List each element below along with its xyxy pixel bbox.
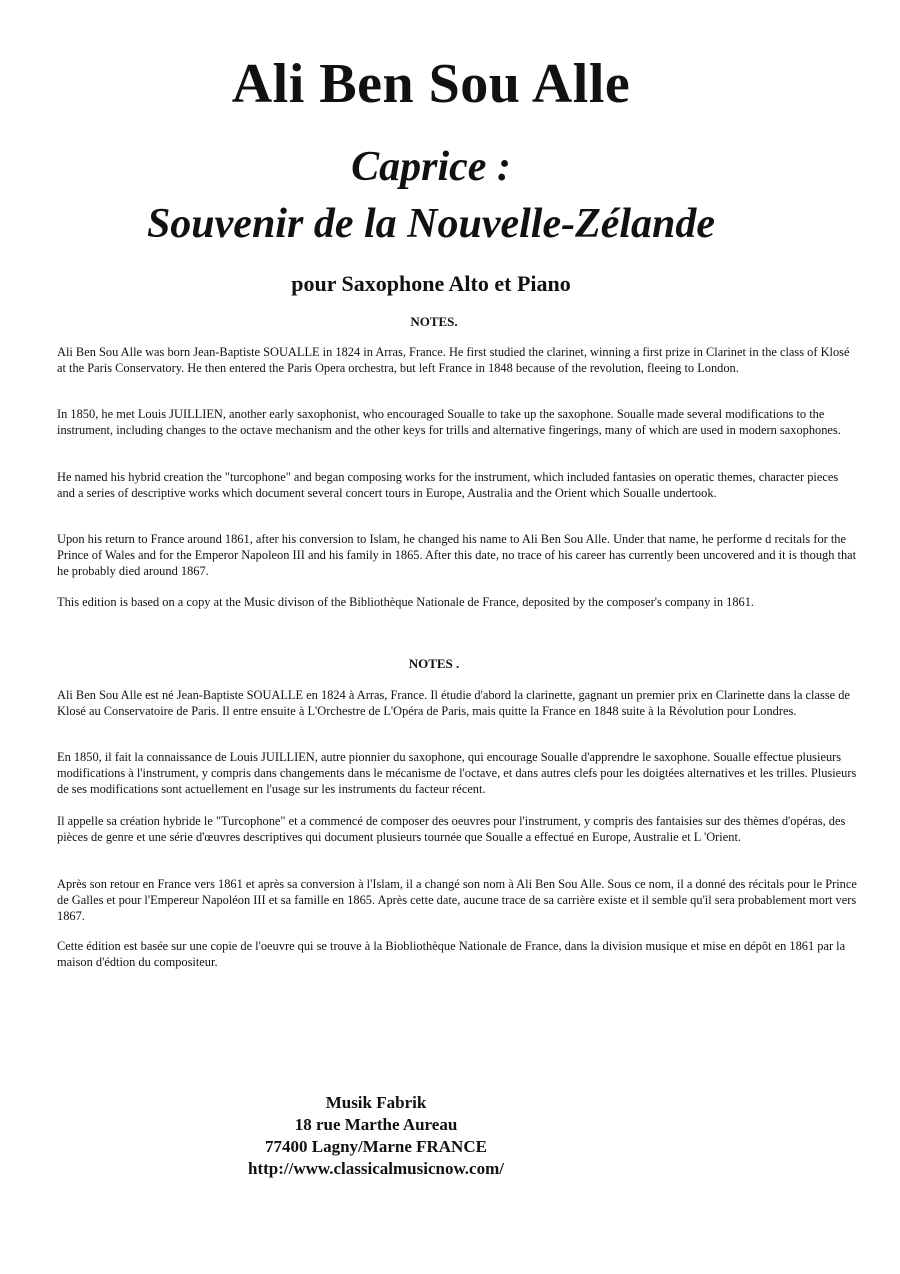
instrumentation-subtitle: pour Saxophone Alto et Piano <box>291 271 571 296</box>
notes-en-paragraph: Upon his return to France around 1861, after his conversion to Islam, he changed his name to Ali Ben Sou Alle. Under that name, he performe d recitals for the Prince of Wales and for the Emperor Napoleon III and his family in 1865. After this date, no trace of his career has currently been uncovered and it is though that he probably died around 1867. <box>57 532 857 578</box>
composer-name: Ali Ben Sou Alle <box>231 53 631 115</box>
notes-en-paragraph: This edition is based on a copy at the Music divison of the Bibliothèque Nationale de France, deposited by the composer's company in 1861. <box>57 595 754 609</box>
notes-en-paragraph: Ali Ben Sou Alle was born Jean-Baptiste SOUALLE in 1824 in Arras, France. He first studied the clarinet, winning a first prize in Clarinet in the class of Klosé at the Paris Conservatory. He then entered the Paris Opera orchestra, but left France in 1848 because of the revolution, fleeing to London. <box>57 345 850 375</box>
notes-heading-en: NOTES. <box>410 314 458 329</box>
notes-en-paragraph: In 1850, he met Louis JUILLIEN, another early saxophonist, who encouraged Soualle to take up the saxophone. Soualle made several modifications to the instrument, including changes to the octave mechanism and the other keys for trills and alternative fingerings, many of which are used in modern saxophones. <box>57 407 841 437</box>
notes-fr-paragraph: Après son retour en France vers 1861 et après sa conversion à l'Islam, il a changé son nom à Ali Ben Sou Alle. Sous ce nom, il a donné des récitals pour le Prince de Galles et pour l'Empereur Napoléon III et sa famille en 1865. Après cette date, aucune trace de sa carrière existe et il semble qu'il sera probablement mort vers 1867. <box>57 877 857 923</box>
notes-fr-paragraph: Il appelle sa création hybride le "Turcophone" et a commencé de composer des oeuvres pour l'instrument, y compris des fantaisies sur des thèmes d'opéras, des pièces de genre et une série d'œuvres descriptives qui document plusieurs tournée que Soualle a effectué en Europe, Australie et L 'Orient. <box>57 814 846 844</box>
notes-heading-fr: NOTES . <box>408 656 460 671</box>
notes-fr-paragraph: En 1850, il fait la connaissance de Louis JUILLIEN, autre pionnier du saxophone, qui encourage Soualle d'apprendre le saxophone. Soualle effectue plusieurs modifications à l'instrument, y compris dans changements dans le mécanisme de l'octave, et dans autres clefs pour les doigtées alternatives et les trilles. Plusieurs de ses modifications sont actuellement en l'usage sur les instruments du facteur récent. <box>57 750 857 796</box>
publisher-name: Musik Fabrik <box>325 1093 427 1112</box>
publisher-url[interactable]: http://www.classicalmusicnow.com/ <box>248 1159 504 1178</box>
publisher-block <box>0 1092 752 1180</box>
notes-en-paragraph: He named his hybrid creation the "turcophone" and began composing works for the instrument, which included fantasies on operatic themes, character pieces and a series of descriptive works which document several concert tours in Europe, Australia and the Orient which Soualle undertook. <box>57 470 839 500</box>
publisher-street: 18 rue Marthe Aureau <box>294 1115 458 1134</box>
notes-fr-paragraph: Cette édition est basée sur une copie de l'oeuvre qui se trouve à la Biobliothèque Nationale de France, dans la division musique et mise en dépôt en 1861 par la maison d'édtion du compositeur. <box>57 939 846 969</box>
title-line-1: Caprice : <box>351 144 511 190</box>
publisher-city: 77400 Lagny/Marne FRANCE <box>265 1137 487 1156</box>
title-line-2: Souvenir de la Nouvelle-Zélande <box>146 201 716 247</box>
notes-fr-paragraph: Ali Ben Sou Alle est né Jean-Baptiste SOUALLE en 1824 à Arras, France. Il étudie d'abord la clarinette, gagnant un premier prix en Clarinette dans la classe de Klosé au Conservatoire de Paris. Il entre ensuite à L'Orchestre de L'Opéra de Paris, mais quitte la France en 1848 suite à la Révolution pour Londres. <box>57 688 850 718</box>
